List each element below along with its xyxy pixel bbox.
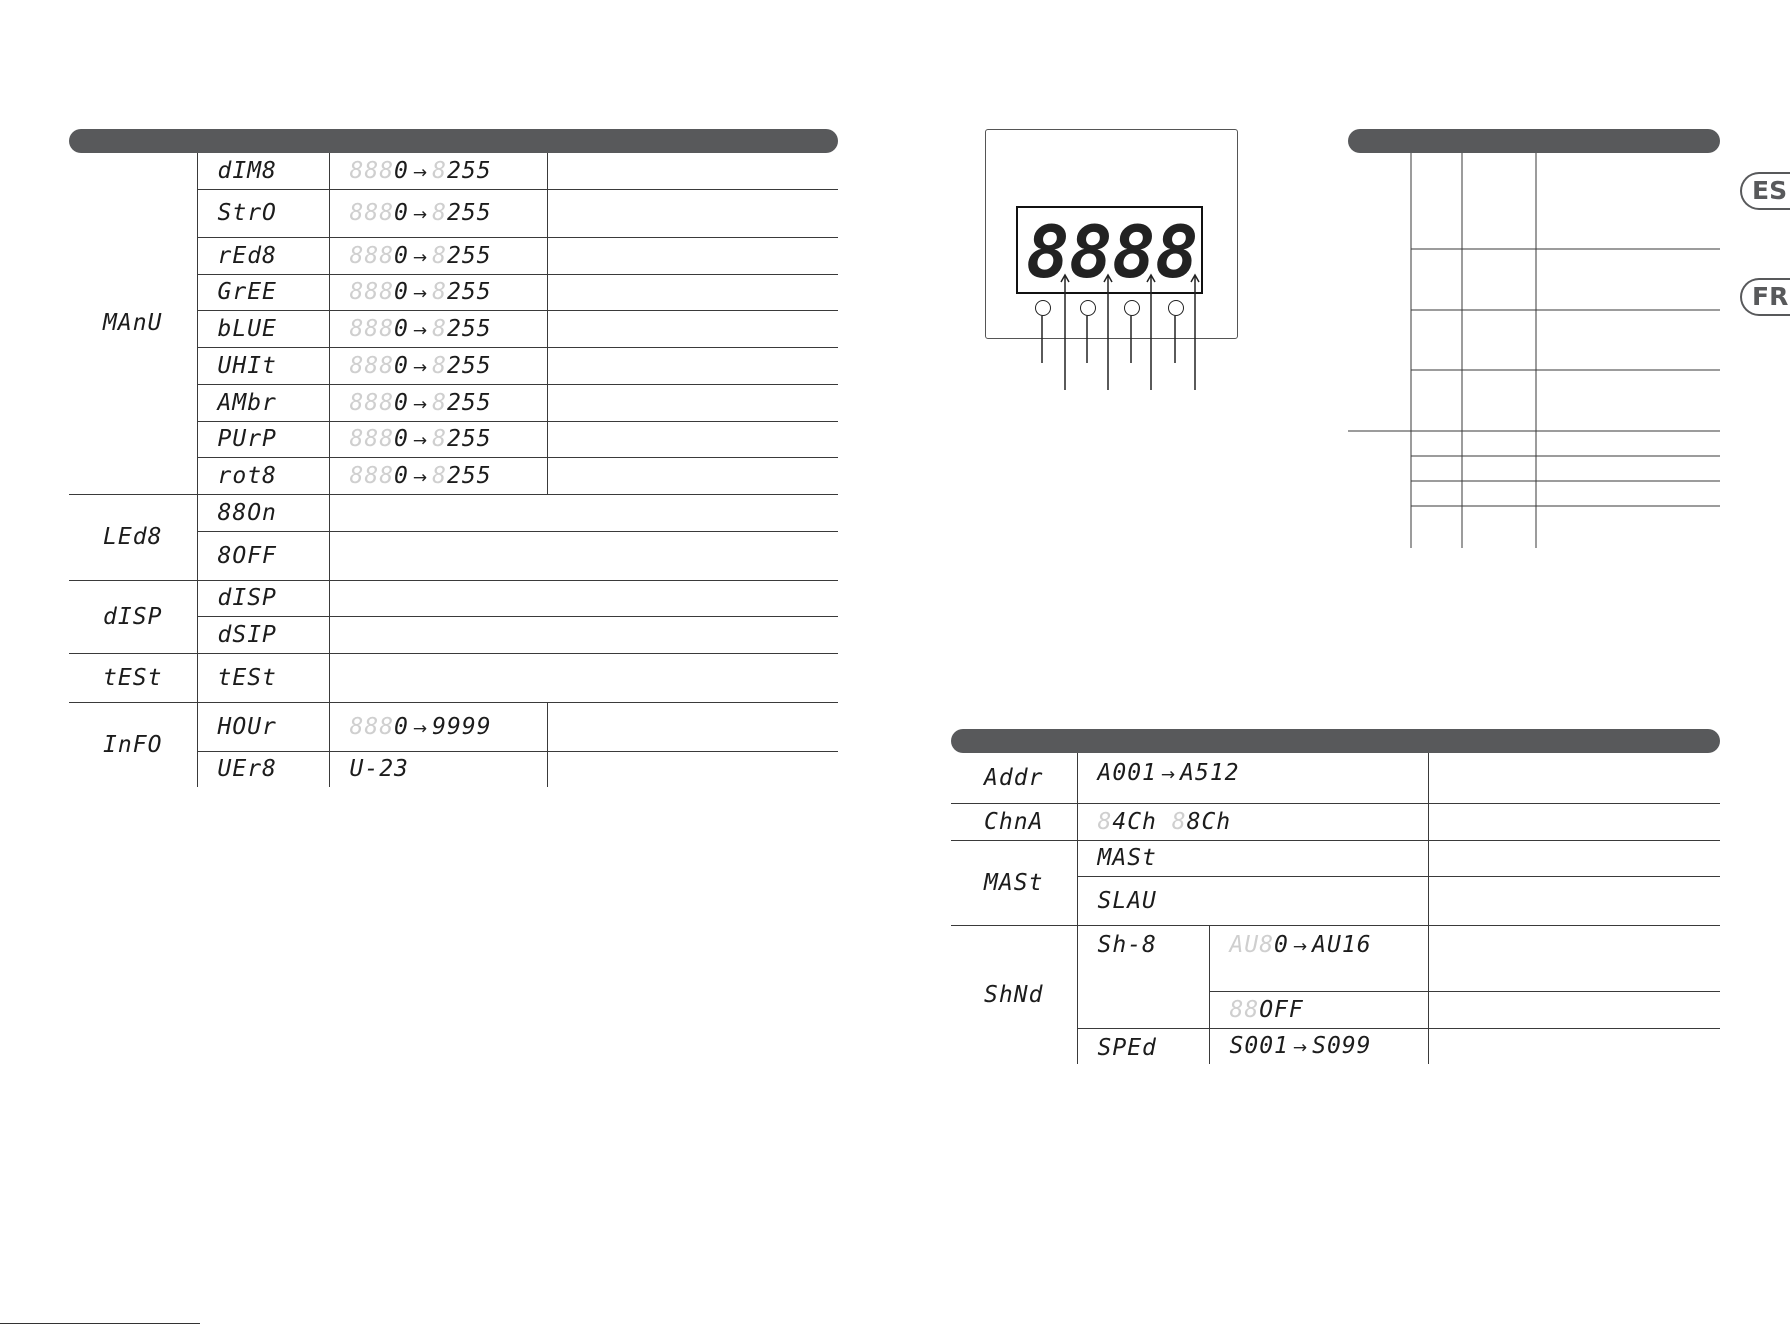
range-code: 8880 → 9999 [349,713,492,740]
language-tab-fr[interactable]: FR [1740,278,1790,316]
range-code: 8880 → 8255 [349,279,492,305]
menu-group-code: dISP [103,603,163,630]
range-code: 8880 → 8255 [349,352,492,379]
submenu-code: bLUE [217,315,277,342]
menu-group-code: InFO [103,731,163,758]
submenu-code: AMbr [217,389,277,416]
submenu-code: dIM8 [217,157,277,184]
range-code: 8880 → 8255 [349,426,492,452]
range-code: 8880 → 8255 [349,462,492,489]
submenu-code: dSIP [217,621,277,648]
range-code: SLAU [1097,887,1157,914]
menu-group-code: LEd8 [103,524,163,550]
submenu-code: UEr8 [217,756,277,783]
display-digit-2: 8 [1069,210,1113,294]
submenu-code: Sh-8 [1097,931,1157,958]
menu-group-code: MAnU [103,310,163,337]
range-code: 8880 → 8255 [349,389,492,416]
range-code: A001 → A512 [1097,760,1240,786]
submenu-code: rot8 [217,462,277,489]
submenu-code: tESt [217,664,277,691]
display-digit-1: 8 [1026,210,1070,294]
menu-group-code: tESt [103,664,163,691]
submenu-code: SPEd [1097,1034,1157,1061]
menu-group-code: ShNd [984,981,1044,1008]
submenu-code: GrEE [217,279,277,305]
submenu-code: StrO [217,200,277,226]
submenu-code: dISP [217,585,277,611]
range-code: 88OFF [1229,996,1304,1023]
range-code: 8880 → 8255 [349,157,492,184]
submenu-code: rEd8 [217,242,277,269]
menu-group-code: MASt [984,869,1044,896]
submenu-code: 8OFF [217,542,277,569]
language-tab-es[interactable]: ES [1740,172,1790,210]
submenu-code: 88On [217,499,277,526]
range-code: 84Ch 88Ch [1097,808,1232,835]
display-digit-3: 8 [1112,210,1156,294]
range-code: MASt [1097,845,1157,871]
menu-group-code: Addr [984,764,1044,791]
submenu-code: HOUr [217,713,277,740]
range-code: 8880 → 8255 [349,242,492,269]
range-code: S001 → S099 [1229,1033,1372,1060]
submenu-code: PUrP [217,426,277,452]
range-code: AU80 → AU16 [1229,931,1372,958]
range-code: 8880 → 8255 [349,200,492,226]
range-code: 8880 → 8255 [349,315,492,342]
menu-group-code: ChnA [984,808,1044,835]
range-code: U-23 [349,756,409,783]
submenu-code: UHIt [217,352,277,379]
display-digit-4: 8 [1155,210,1199,294]
